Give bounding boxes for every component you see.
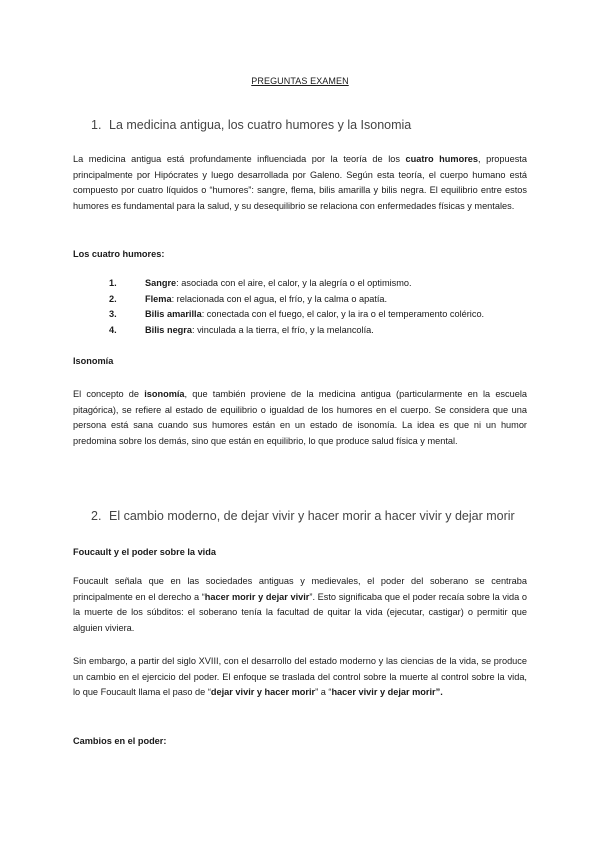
cambios-heading: Cambios en el poder: bbox=[73, 736, 167, 746]
list-item-number: 4. bbox=[109, 324, 117, 335]
p2-text-end: ”. bbox=[435, 687, 443, 698]
list-item-term: Bilis amarilla bbox=[145, 309, 202, 320]
intro-bold-term: cuatro humores bbox=[405, 154, 478, 164]
list-item-desc: : relacionada con el agua, el frío, y la calma o apatía. bbox=[171, 293, 388, 304]
list-item-term: Flema bbox=[145, 293, 172, 304]
foucault-heading: Foucault y el poder sobre la vida bbox=[73, 547, 216, 557]
list-item-number: 2. bbox=[109, 293, 117, 304]
isonomia-text-end: , que también proviene de la medicina antigua (particularmente en la escuela pitagórica), se refiere al estado de equilibrio o igualdad de los humores en el cuerpo. Se considera que una persona está sana cuando sus humores están en un estado de isonomía. La idea es que ni un humor predomina sobre los demás, sino que están en equilibrio, lo que produce salud física y mental. bbox=[73, 389, 527, 447]
isonomia-text-start: El concepto de bbox=[73, 389, 145, 399]
list-item-number: 1. bbox=[109, 278, 117, 288]
list-item bbox=[109, 276, 529, 292]
list-item-term: Bilis negra bbox=[145, 324, 192, 335]
list-item-term: Sangre bbox=[145, 278, 177, 288]
p2-text-start: Sin embargo, a partir del siglo XVIII, con el desarrollo del estado moderno y las ciencias de la vida, se produce un cambio en el ejercicio del poder. El enfoque se traslada del control sobre la muerte al control sobre la vida, lo que Foucault llama el paso de “ bbox=[73, 656, 527, 698]
list-item-number: 3. bbox=[109, 309, 117, 320]
section-2-number: 2. bbox=[91, 509, 102, 523]
document-title: PREGUNTAS EXAMEN bbox=[251, 76, 349, 86]
list-item-desc: : asociada con el aire, el calor, y la alegría o el optimismo. bbox=[176, 278, 412, 288]
foucault-paragraph-2 bbox=[73, 654, 527, 701]
p2-bold-term-1: dejar vivir y hacer morir bbox=[210, 687, 316, 698]
foucault-paragraph-1 bbox=[73, 574, 527, 637]
section-1-intro-paragraph bbox=[73, 152, 527, 215]
section-1-heading bbox=[91, 118, 411, 132]
isonomia-heading: Isonomía bbox=[73, 356, 114, 366]
p1-bold-term: hacer morir y dejar vivir bbox=[204, 591, 310, 602]
humores-heading: Los cuatro humores: bbox=[73, 249, 165, 259]
list-item bbox=[109, 292, 529, 308]
p1-text-end: ”. Esto significaba que el poder recaía sobre la vida o la muerte de los súbditos: el soberano tenía la facultad de quitar la vida (ejecutar, castigar) o permitir que alguien viviera. bbox=[73, 591, 527, 634]
section-2-heading-text: El cambio moderno, de dejar vivir y hacer morir a hacer vivir y dejar morir bbox=[109, 509, 515, 523]
p2-text-mid: ” a “ bbox=[315, 687, 332, 698]
list-item bbox=[109, 323, 529, 339]
section-2-heading bbox=[91, 509, 515, 523]
list-item-desc: : vinculada a la tierra, el frío, y la melancolía. bbox=[191, 324, 374, 335]
section-1-number: 1. bbox=[91, 118, 102, 132]
p1-text-start: Foucault señala que en las sociedades antiguas y medievales, el poder del soberano se centraba principalmente en el derecho a “ bbox=[73, 576, 527, 602]
isonomia-bold-term: isonomía bbox=[144, 389, 185, 399]
intro-text-end: , propuesta principalmente por Hipócrates y luego desarrollada por Galeno. Según esta teoría, el cuerpo humano está compuesto por cuatro líquidos o “humores”: sangre, flema, bilis amarilla y bilis negra. El equilibrio entre estos humores es fundamental para la salud, y su desequilibrio se relaciona con enfermedades físicas y mentales. bbox=[73, 154, 527, 212]
isonomia-paragraph bbox=[73, 387, 527, 450]
list-item bbox=[109, 307, 529, 323]
p2-bold-term-2: hacer vivir y dejar morir bbox=[331, 687, 436, 698]
section-1-heading-text: La medicina antigua, los cuatro humores y la Isonomia bbox=[109, 118, 412, 132]
intro-text-start: La medicina antigua está profundamente influenciada por la teoría de los bbox=[73, 154, 406, 164]
list-item-desc: : conectada con el fuego, el calor, y la ira o el temperamento colérico. bbox=[201, 309, 485, 320]
humores-list bbox=[109, 276, 529, 338]
